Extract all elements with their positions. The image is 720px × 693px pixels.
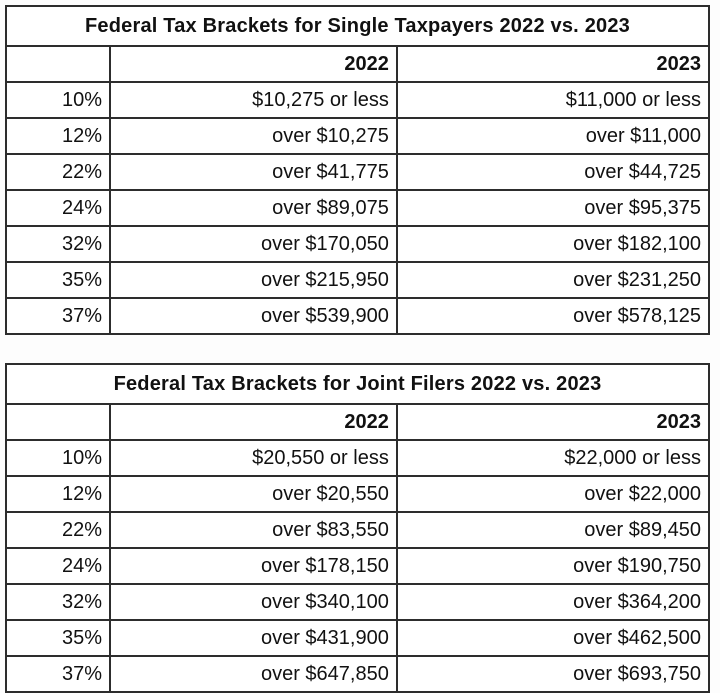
bracket-2023-cell: $22,000 or less bbox=[397, 440, 709, 476]
tax-rate-cell: 37% bbox=[6, 656, 110, 692]
bracket-2022-cell: over $539,900 bbox=[110, 298, 397, 334]
rate-column-header bbox=[6, 404, 110, 440]
bracket-2022-cell: over $215,950 bbox=[110, 262, 397, 298]
joint-filers-table bbox=[5, 363, 710, 693]
table-row bbox=[6, 440, 709, 476]
tax-rate-cell: 35% bbox=[6, 262, 110, 298]
table-row bbox=[6, 512, 709, 548]
joint-table-title: Federal Tax Brackets for Joint Filers 2022 vs. 2023 bbox=[6, 364, 709, 404]
year-2023-column-header: 2023 bbox=[397, 46, 709, 82]
bracket-2023-cell: over $95,375 bbox=[397, 190, 709, 226]
single-table-body bbox=[6, 82, 709, 334]
tax-rate-cell: 32% bbox=[6, 226, 110, 262]
bracket-2022-cell: $10,275 or less bbox=[110, 82, 397, 118]
table-row bbox=[6, 154, 709, 190]
tax-rate-cell: 24% bbox=[6, 190, 110, 226]
title-row bbox=[6, 364, 709, 404]
table-row bbox=[6, 584, 709, 620]
bracket-2022-cell: over $647,850 bbox=[110, 656, 397, 692]
table-row bbox=[6, 82, 709, 118]
single-taxpayers-table bbox=[5, 5, 710, 335]
tax-rate-cell: 35% bbox=[6, 620, 110, 656]
bracket-2023-cell: over $182,100 bbox=[397, 226, 709, 262]
bracket-2023-cell: over $693,750 bbox=[397, 656, 709, 692]
table-row bbox=[6, 190, 709, 226]
bracket-2023-cell: over $578,125 bbox=[397, 298, 709, 334]
single-table-title: Federal Tax Brackets for Single Taxpayers 2022 vs. 2023 bbox=[6, 6, 709, 46]
table-row bbox=[6, 298, 709, 334]
header-row bbox=[6, 404, 709, 440]
bracket-2023-cell: over $44,725 bbox=[397, 154, 709, 190]
table-row bbox=[6, 548, 709, 584]
year-2022-column-header: 2022 bbox=[110, 404, 397, 440]
bracket-2022-cell: over $41,775 bbox=[110, 154, 397, 190]
bracket-2022-cell: over $170,050 bbox=[110, 226, 397, 262]
bracket-2023-cell: $11,000 or less bbox=[397, 82, 709, 118]
bracket-2023-cell: over $11,000 bbox=[397, 118, 709, 154]
table-row bbox=[6, 620, 709, 656]
bracket-2022-cell: over $178,150 bbox=[110, 548, 397, 584]
bracket-2022-cell: over $10,275 bbox=[110, 118, 397, 154]
tax-rate-cell: 22% bbox=[6, 512, 110, 548]
tax-rate-cell: 12% bbox=[6, 476, 110, 512]
bracket-2023-cell: over $190,750 bbox=[397, 548, 709, 584]
table-row bbox=[6, 476, 709, 512]
bracket-2022-cell: over $83,550 bbox=[110, 512, 397, 548]
title-row bbox=[6, 6, 709, 46]
bracket-2023-cell: over $231,250 bbox=[397, 262, 709, 298]
joint-table-body bbox=[6, 440, 709, 692]
bracket-2023-cell: over $22,000 bbox=[397, 476, 709, 512]
tax-rate-cell: 24% bbox=[6, 548, 110, 584]
tax-rate-cell: 37% bbox=[6, 298, 110, 334]
table-row bbox=[6, 118, 709, 154]
year-2023-column-header: 2023 bbox=[397, 404, 709, 440]
bracket-2022-cell: over $20,550 bbox=[110, 476, 397, 512]
tax-rate-cell: 22% bbox=[6, 154, 110, 190]
bracket-2022-cell: over $431,900 bbox=[110, 620, 397, 656]
table-row bbox=[6, 262, 709, 298]
bracket-2022-cell: over $89,075 bbox=[110, 190, 397, 226]
table-row bbox=[6, 226, 709, 262]
tax-rate-cell: 32% bbox=[6, 584, 110, 620]
rate-column-header bbox=[6, 46, 110, 82]
table-row bbox=[6, 656, 709, 692]
bracket-2023-cell: over $462,500 bbox=[397, 620, 709, 656]
header-row bbox=[6, 46, 709, 82]
bracket-2022-cell: $20,550 or less bbox=[110, 440, 397, 476]
tax-rate-cell: 10% bbox=[6, 440, 110, 476]
bracket-2023-cell: over $364,200 bbox=[397, 584, 709, 620]
bracket-2023-cell: over $89,450 bbox=[397, 512, 709, 548]
tax-rate-cell: 10% bbox=[6, 82, 110, 118]
bracket-2022-cell: over $340,100 bbox=[110, 584, 397, 620]
year-2022-column-header: 2022 bbox=[110, 46, 397, 82]
tax-rate-cell: 12% bbox=[6, 118, 110, 154]
